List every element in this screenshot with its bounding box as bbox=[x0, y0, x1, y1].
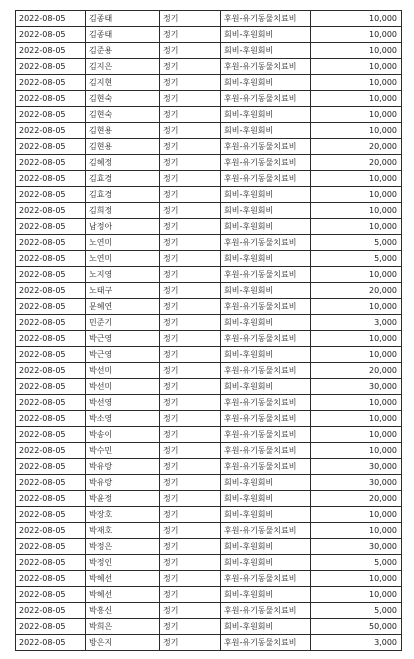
donation-item-cell: 회비-후원회비 bbox=[221, 251, 311, 267]
donation-type-cell: 정기 bbox=[160, 395, 221, 411]
amount-cell: 10,000 bbox=[311, 507, 402, 523]
donation-type-cell: 정기 bbox=[160, 379, 221, 395]
amount-cell: 10,000 bbox=[311, 395, 402, 411]
donation-table bbox=[15, 10, 402, 651]
date-cell: 2022-08-05 bbox=[16, 619, 86, 635]
amount-cell: 10,000 bbox=[311, 75, 402, 91]
donation-type-cell: 정기 bbox=[160, 59, 221, 75]
table-row bbox=[16, 283, 402, 299]
date-cell: 2022-08-05 bbox=[16, 347, 86, 363]
donation-type-cell: 정기 bbox=[160, 619, 221, 635]
donation-type-cell: 정기 bbox=[160, 219, 221, 235]
donation-type-cell: 정기 bbox=[160, 539, 221, 555]
donation-type-cell: 정기 bbox=[160, 315, 221, 331]
donation-type-cell: 정기 bbox=[160, 107, 221, 123]
amount-cell: 10,000 bbox=[311, 11, 402, 27]
donation-item-cell: 후원-유기동물치료비 bbox=[221, 395, 311, 411]
table-row bbox=[16, 251, 402, 267]
donation-type-cell: 정기 bbox=[160, 283, 221, 299]
donation-item-cell: 후원-유기동물치료비 bbox=[221, 523, 311, 539]
donation-item-cell: 후원-유기동물치료비 bbox=[221, 155, 311, 171]
amount-cell: 3,000 bbox=[311, 635, 402, 651]
donor-name-cell: 박근영 bbox=[86, 347, 160, 363]
table-row bbox=[16, 75, 402, 91]
donor-name-cell: 박재호 bbox=[86, 523, 160, 539]
donation-ledger bbox=[15, 10, 402, 651]
date-cell: 2022-08-05 bbox=[16, 11, 86, 27]
donation-item-cell: 회비-후원회비 bbox=[221, 107, 311, 123]
amount-cell: 20,000 bbox=[311, 491, 402, 507]
donor-name-cell: 박흥신 bbox=[86, 603, 160, 619]
donation-type-cell: 정기 bbox=[160, 331, 221, 347]
table-row bbox=[16, 491, 402, 507]
date-cell: 2022-08-05 bbox=[16, 219, 86, 235]
donor-name-cell: 박유랑 bbox=[86, 475, 160, 491]
donation-type-cell: 정기 bbox=[160, 411, 221, 427]
table-row bbox=[16, 27, 402, 43]
table-row bbox=[16, 555, 402, 571]
date-cell: 2022-08-05 bbox=[16, 507, 86, 523]
date-cell: 2022-08-05 bbox=[16, 555, 86, 571]
amount-cell: 10,000 bbox=[311, 187, 402, 203]
amount-cell: 10,000 bbox=[311, 123, 402, 139]
donor-name-cell: 김효경 bbox=[86, 187, 160, 203]
donor-name-cell: 노연미 bbox=[86, 251, 160, 267]
donation-item-cell: 후원-유기동물치료비 bbox=[221, 443, 311, 459]
donation-type-cell: 정기 bbox=[160, 523, 221, 539]
donation-item-cell: 후원-유기동물치료비 bbox=[221, 571, 311, 587]
donation-type-cell: 정기 bbox=[160, 123, 221, 139]
amount-cell: 5,000 bbox=[311, 603, 402, 619]
table-row bbox=[16, 635, 402, 651]
table-row bbox=[16, 91, 402, 107]
table-row bbox=[16, 395, 402, 411]
table-row bbox=[16, 379, 402, 395]
date-cell: 2022-08-05 bbox=[16, 427, 86, 443]
date-cell: 2022-08-05 bbox=[16, 267, 86, 283]
donor-name-cell: 김준용 bbox=[86, 43, 160, 59]
amount-cell: 10,000 bbox=[311, 347, 402, 363]
donation-type-cell: 정기 bbox=[160, 587, 221, 603]
table-row bbox=[16, 363, 402, 379]
date-cell: 2022-08-05 bbox=[16, 171, 86, 187]
donor-name-cell: 박수민 bbox=[86, 443, 160, 459]
donation-item-cell: 회비-후원회비 bbox=[221, 203, 311, 219]
amount-cell: 3,000 bbox=[311, 315, 402, 331]
donation-type-cell: 정기 bbox=[160, 27, 221, 43]
date-cell: 2022-08-05 bbox=[16, 123, 86, 139]
date-cell: 2022-08-05 bbox=[16, 43, 86, 59]
table-row bbox=[16, 43, 402, 59]
donation-item-cell: 회비-후원회비 bbox=[221, 283, 311, 299]
donor-name-cell: 박선미 bbox=[86, 363, 160, 379]
donation-type-cell: 정기 bbox=[160, 235, 221, 251]
donor-name-cell: 박장호 bbox=[86, 507, 160, 523]
donor-name-cell: 남정아 bbox=[86, 219, 160, 235]
amount-cell: 20,000 bbox=[311, 283, 402, 299]
table-row bbox=[16, 411, 402, 427]
donation-type-cell: 정기 bbox=[160, 139, 221, 155]
donation-item-cell: 회비-후원회비 bbox=[221, 587, 311, 603]
donor-name-cell: 김지은 bbox=[86, 59, 160, 75]
donor-name-cell: 김지현 bbox=[86, 75, 160, 91]
donor-name-cell: 노연미 bbox=[86, 235, 160, 251]
donation-type-cell: 정기 bbox=[160, 299, 221, 315]
donor-name-cell: 박혜선 bbox=[86, 587, 160, 603]
date-cell: 2022-08-05 bbox=[16, 491, 86, 507]
table-row bbox=[16, 523, 402, 539]
table-row bbox=[16, 299, 402, 315]
date-cell: 2022-08-05 bbox=[16, 91, 86, 107]
table-row bbox=[16, 267, 402, 283]
amount-cell: 10,000 bbox=[311, 219, 402, 235]
donation-type-cell: 정기 bbox=[160, 11, 221, 27]
donation-item-cell: 후원-유기동물치료비 bbox=[221, 171, 311, 187]
donation-item-cell: 회비-후원회비 bbox=[221, 619, 311, 635]
date-cell: 2022-08-05 bbox=[16, 75, 86, 91]
donation-item-cell: 회비-후원회비 bbox=[221, 555, 311, 571]
date-cell: 2022-08-05 bbox=[16, 235, 86, 251]
donor-name-cell: 김현용 bbox=[86, 123, 160, 139]
date-cell: 2022-08-05 bbox=[16, 155, 86, 171]
donor-name-cell: 노지영 bbox=[86, 267, 160, 283]
donation-item-cell: 회비-후원회비 bbox=[221, 507, 311, 523]
amount-cell: 30,000 bbox=[311, 539, 402, 555]
table-row bbox=[16, 11, 402, 27]
donation-item-cell: 후원-유기동물치료비 bbox=[221, 635, 311, 651]
donation-type-cell: 정기 bbox=[160, 475, 221, 491]
table-row bbox=[16, 59, 402, 75]
date-cell: 2022-08-05 bbox=[16, 315, 86, 331]
amount-cell: 50,000 bbox=[311, 619, 402, 635]
donor-name-cell: 박윤정 bbox=[86, 491, 160, 507]
donor-name-cell: 박희은 bbox=[86, 619, 160, 635]
donation-type-cell: 정기 bbox=[160, 347, 221, 363]
donor-name-cell: 방은지 bbox=[86, 635, 160, 651]
donation-item-cell: 회비-후원회비 bbox=[221, 123, 311, 139]
amount-cell: 10,000 bbox=[311, 203, 402, 219]
donation-type-cell: 정기 bbox=[160, 443, 221, 459]
amount-cell: 5,000 bbox=[311, 555, 402, 571]
table-row bbox=[16, 507, 402, 523]
amount-cell: 30,000 bbox=[311, 475, 402, 491]
donation-type-cell: 정기 bbox=[160, 43, 221, 59]
table-row bbox=[16, 459, 402, 475]
date-cell: 2022-08-05 bbox=[16, 587, 86, 603]
donation-item-cell: 회비-후원회비 bbox=[221, 75, 311, 91]
donor-name-cell: 민준기 bbox=[86, 315, 160, 331]
donation-type-cell: 정기 bbox=[160, 491, 221, 507]
amount-cell: 10,000 bbox=[311, 587, 402, 603]
donation-item-cell: 후원-유기동물치료비 bbox=[221, 363, 311, 379]
table-row bbox=[16, 475, 402, 491]
donation-type-cell: 정기 bbox=[160, 507, 221, 523]
table-row bbox=[16, 123, 402, 139]
table-row bbox=[16, 235, 402, 251]
donation-item-cell: 후원-유기동물치료비 bbox=[221, 59, 311, 75]
date-cell: 2022-08-05 bbox=[16, 27, 86, 43]
table-row bbox=[16, 619, 402, 635]
date-cell: 2022-08-05 bbox=[16, 379, 86, 395]
donation-item-cell: 후원-유기동물치료비 bbox=[221, 235, 311, 251]
table-row bbox=[16, 171, 402, 187]
donation-type-cell: 정기 bbox=[160, 635, 221, 651]
table-row bbox=[16, 539, 402, 555]
date-cell: 2022-08-05 bbox=[16, 539, 86, 555]
donation-item-cell: 후원-유기동물치료비 bbox=[221, 411, 311, 427]
donation-item-cell: 회비-후원회비 bbox=[221, 475, 311, 491]
amount-cell: 10,000 bbox=[311, 171, 402, 187]
donor-name-cell: 박근영 bbox=[86, 331, 160, 347]
donor-name-cell: 박선영 bbox=[86, 395, 160, 411]
donor-name-cell: 김종태 bbox=[86, 27, 160, 43]
table-row bbox=[16, 603, 402, 619]
amount-cell: 10,000 bbox=[311, 43, 402, 59]
donation-item-cell: 후원-유기동물치료비 bbox=[221, 91, 311, 107]
donation-item-cell: 회비-후원회비 bbox=[221, 187, 311, 203]
table-row bbox=[16, 203, 402, 219]
table-row bbox=[16, 587, 402, 603]
donation-type-cell: 정기 bbox=[160, 155, 221, 171]
table-row bbox=[16, 347, 402, 363]
date-cell: 2022-08-05 bbox=[16, 475, 86, 491]
amount-cell: 10,000 bbox=[311, 59, 402, 75]
donation-type-cell: 정기 bbox=[160, 571, 221, 587]
donor-name-cell: 박정은 bbox=[86, 539, 160, 555]
donation-item-cell: 회비-후원회비 bbox=[221, 491, 311, 507]
date-cell: 2022-08-05 bbox=[16, 411, 86, 427]
donor-name-cell: 박선미 bbox=[86, 379, 160, 395]
donation-item-cell: 후원-유기동물치료비 bbox=[221, 331, 311, 347]
amount-cell: 10,000 bbox=[311, 523, 402, 539]
date-cell: 2022-08-05 bbox=[16, 139, 86, 155]
amount-cell: 10,000 bbox=[311, 299, 402, 315]
donor-name-cell: 김현숙 bbox=[86, 107, 160, 123]
amount-cell: 5,000 bbox=[311, 235, 402, 251]
donation-item-cell: 회비-후원회비 bbox=[221, 539, 311, 555]
amount-cell: 10,000 bbox=[311, 411, 402, 427]
donation-item-cell: 후원-유기동물치료비 bbox=[221, 299, 311, 315]
date-cell: 2022-08-05 bbox=[16, 459, 86, 475]
donor-name-cell: 노태구 bbox=[86, 283, 160, 299]
amount-cell: 10,000 bbox=[311, 427, 402, 443]
donor-name-cell: 박정인 bbox=[86, 555, 160, 571]
date-cell: 2022-08-05 bbox=[16, 603, 86, 619]
donor-name-cell: 김현용 bbox=[86, 139, 160, 155]
table-row bbox=[16, 427, 402, 443]
amount-cell: 10,000 bbox=[311, 91, 402, 107]
donor-name-cell: 김현숙 bbox=[86, 91, 160, 107]
date-cell: 2022-08-05 bbox=[16, 523, 86, 539]
table-row bbox=[16, 331, 402, 347]
donation-item-cell: 회비-후원회비 bbox=[221, 219, 311, 235]
date-cell: 2022-08-05 bbox=[16, 187, 86, 203]
date-cell: 2022-08-05 bbox=[16, 571, 86, 587]
donation-type-cell: 정기 bbox=[160, 427, 221, 443]
donation-item-cell: 후원-유기동물치료비 bbox=[221, 427, 311, 443]
amount-cell: 10,000 bbox=[311, 331, 402, 347]
amount-cell: 10,000 bbox=[311, 27, 402, 43]
table-row bbox=[16, 315, 402, 331]
date-cell: 2022-08-05 bbox=[16, 443, 86, 459]
date-cell: 2022-08-05 bbox=[16, 299, 86, 315]
donation-item-cell: 후원-유기동물치료비 bbox=[221, 459, 311, 475]
donor-name-cell: 김혜정 bbox=[86, 155, 160, 171]
amount-cell: 20,000 bbox=[311, 155, 402, 171]
table-row bbox=[16, 155, 402, 171]
donation-type-cell: 정기 bbox=[160, 603, 221, 619]
donation-item-cell: 후원-유기동물치료비 bbox=[221, 11, 311, 27]
amount-cell: 10,000 bbox=[311, 443, 402, 459]
date-cell: 2022-08-05 bbox=[16, 59, 86, 75]
date-cell: 2022-08-05 bbox=[16, 635, 86, 651]
table-row bbox=[16, 219, 402, 235]
date-cell: 2022-08-05 bbox=[16, 107, 86, 123]
donor-name-cell: 김희정 bbox=[86, 203, 160, 219]
donation-item-cell: 후원-유기동물치료비 bbox=[221, 267, 311, 283]
donor-name-cell: 박송이 bbox=[86, 427, 160, 443]
table-row bbox=[16, 571, 402, 587]
table-row bbox=[16, 107, 402, 123]
donation-item-cell: 회비-후원회비 bbox=[221, 347, 311, 363]
amount-cell: 10,000 bbox=[311, 107, 402, 123]
donation-item-cell: 후원-유기동물치료비 bbox=[221, 603, 311, 619]
donation-type-cell: 정기 bbox=[160, 555, 221, 571]
donor-name-cell: 박혜선 bbox=[86, 571, 160, 587]
donation-type-cell: 정기 bbox=[160, 203, 221, 219]
table-row bbox=[16, 139, 402, 155]
table-row bbox=[16, 187, 402, 203]
date-cell: 2022-08-05 bbox=[16, 363, 86, 379]
date-cell: 2022-08-05 bbox=[16, 331, 86, 347]
amount-cell: 10,000 bbox=[311, 267, 402, 283]
donor-name-cell: 김종태 bbox=[86, 11, 160, 27]
donor-name-cell: 박소영 bbox=[86, 411, 160, 427]
date-cell: 2022-08-05 bbox=[16, 203, 86, 219]
amount-cell: 20,000 bbox=[311, 363, 402, 379]
donation-type-cell: 정기 bbox=[160, 459, 221, 475]
donation-item-cell: 회비-후원회비 bbox=[221, 43, 311, 59]
amount-cell: 20,000 bbox=[311, 139, 402, 155]
date-cell: 2022-08-05 bbox=[16, 251, 86, 267]
donation-type-cell: 정기 bbox=[160, 267, 221, 283]
amount-cell: 10,000 bbox=[311, 571, 402, 587]
donation-item-cell: 회비-후원회비 bbox=[221, 379, 311, 395]
donation-type-cell: 정기 bbox=[160, 363, 221, 379]
donation-type-cell: 정기 bbox=[160, 75, 221, 91]
date-cell: 2022-08-05 bbox=[16, 395, 86, 411]
donation-type-cell: 정기 bbox=[160, 91, 221, 107]
amount-cell: 5,000 bbox=[311, 251, 402, 267]
donor-name-cell: 김효경 bbox=[86, 171, 160, 187]
donation-table-body bbox=[16, 11, 402, 651]
donor-name-cell: 박유랑 bbox=[86, 459, 160, 475]
donation-type-cell: 정기 bbox=[160, 171, 221, 187]
donation-item-cell: 회비-후원회비 bbox=[221, 315, 311, 331]
table-row bbox=[16, 443, 402, 459]
amount-cell: 30,000 bbox=[311, 379, 402, 395]
donation-item-cell: 후원-유기동물치료비 bbox=[221, 139, 311, 155]
donation-type-cell: 정기 bbox=[160, 187, 221, 203]
donation-type-cell: 정기 bbox=[160, 251, 221, 267]
donor-name-cell: 문혜연 bbox=[86, 299, 160, 315]
amount-cell: 30,000 bbox=[311, 459, 402, 475]
date-cell: 2022-08-05 bbox=[16, 283, 86, 299]
donation-item-cell: 회비-후원회비 bbox=[221, 27, 311, 43]
